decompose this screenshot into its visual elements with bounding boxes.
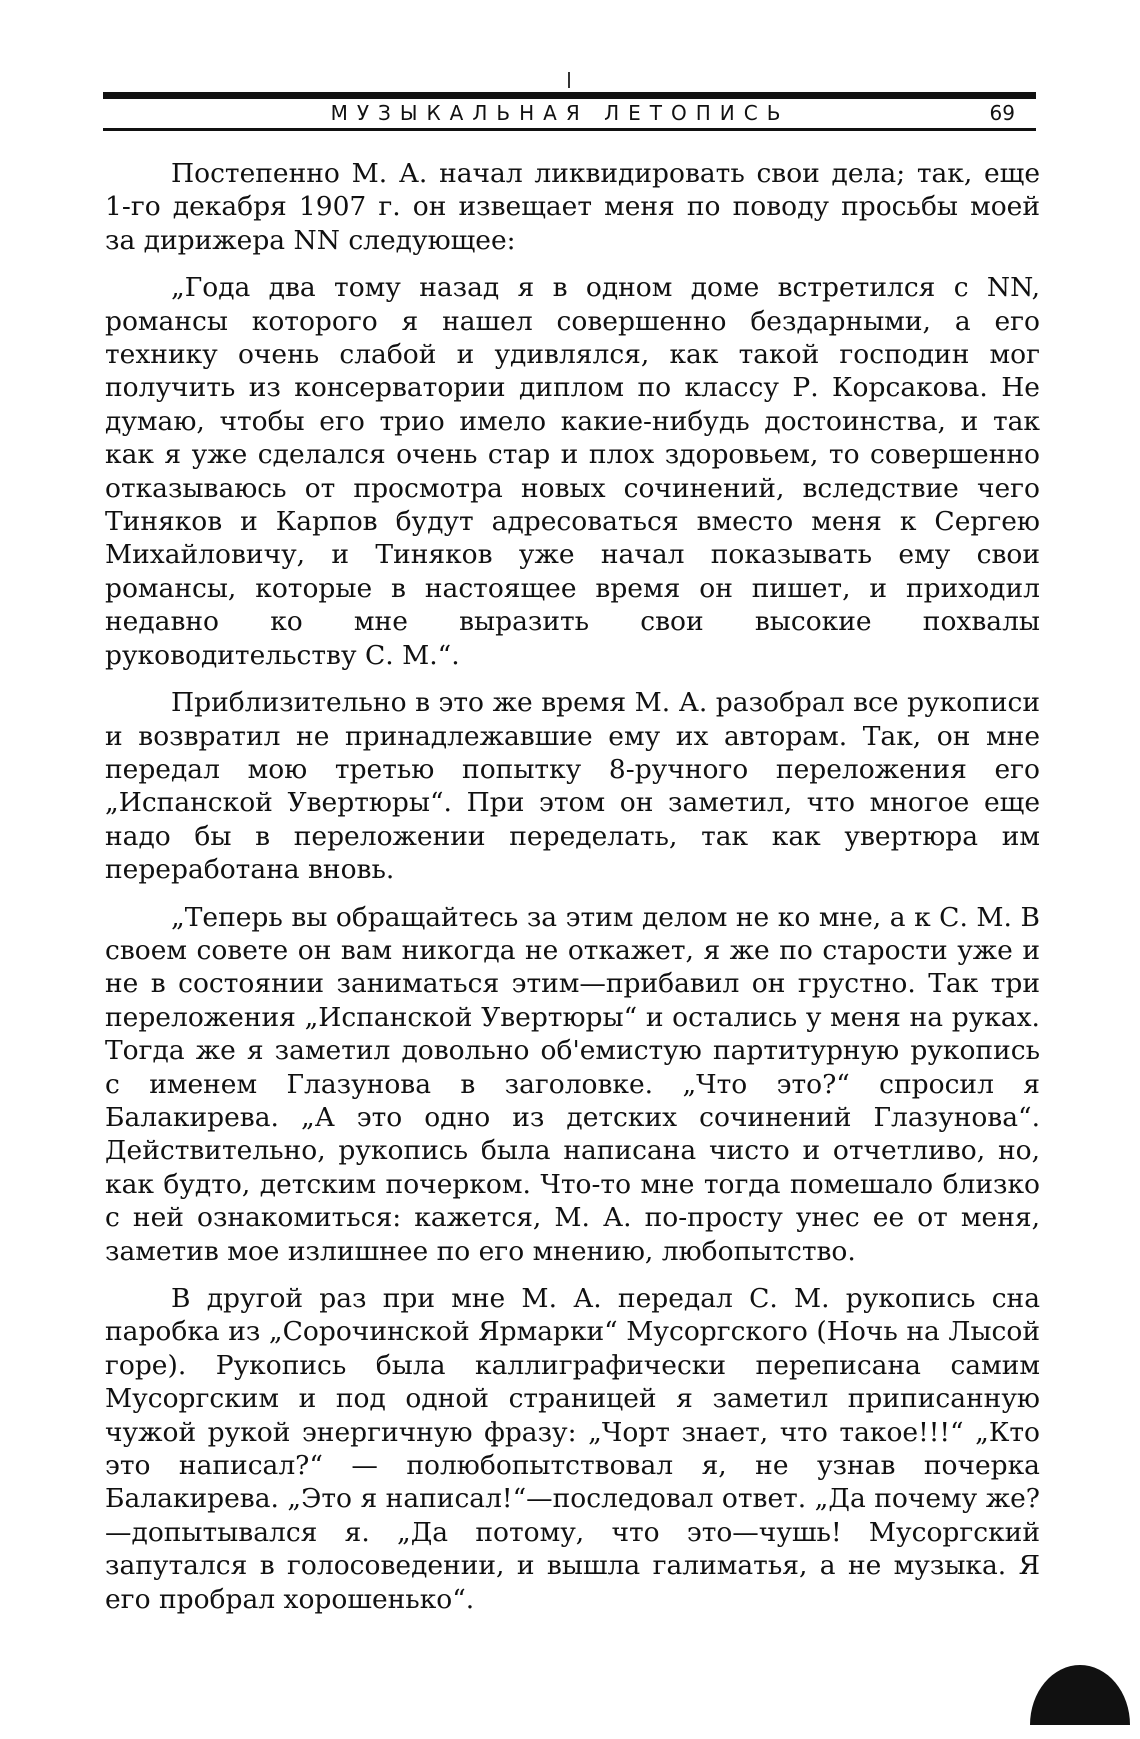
paragraph-5: В другой раз при мне М. А. передал С. М. рукопись сна паробка из „Сорочинской Ярмарки“ Мусоргского (Ночь на Лысой горе). Рукопись была каллиграфически переписана самим Мусоргским и под одной страницей я заметил приписанную чужой рукой энергичную фразу: „Чорт знает, что такое!!!“ „Кто это написал?“ — полюбопытствовал я, не узнав почерка Балакирева. „Это я написал!“—последовал ответ. „Да почему же?—допытывался я. „Да потому, что это—чушь! Мусоргский запутался в голосоведении, и вышла галиматья, а не музыка. Я его пробрал хорошенько“. (105, 1283, 1040, 1615)
paragraph-4: „Теперь вы обращайтесь за этим делом не ко мне, а к С. М. В своем совете он вам никогда не откажет, я же по старости уже и не в состоянии заниматься этим—прибавил он грустно. Так три переложения „Испанской Увертюры“ и остались у меня на руках. Тогда же я заметил довольно об'емистую партитурную рукопись с именем Глазунова в заголовке. „Что это?“ спросил я Балакирева. „А это одно из детских сочинений Глазунова“. Действительно, рукопись была написана чисто и отчетливо, но, как будто, детским почерком. Что-то мне тогда помешало близко с ней ознакомиться: кажется, М. А. по-просту унес ее от меня, заметив мое излишнее по его мнению, любопытство. (105, 901, 1040, 1267)
header-rule-bottom (103, 128, 1036, 131)
paragraph-2: „Года два тому назад я в одном доме встретился с NN, романсы которого я нашел совершенно бездарными, а его технику очень слабой и удивлялся, как такой господин мог получить из консерватории диплом по классу Р. Корсакова. Не думаю, чтобы его трио имело какие-нибудь достоинства, и так как я уже сделался очень стар и плох здоровьем, то совершенно отказываюсь от просмотра новых сочинений, вследствие чего Тиняков и Карпов будут адресоваться вместо меня к Сергею Михайловичу, и Тиняков уже начал показывать ему свои романсы, которые в настоящее время он пишет, и приходил недавно ко мне выразить свои высокие похвалы руководительству С. М.“. (105, 272, 1040, 671)
ink-blot (1030, 1665, 1130, 1725)
print-mark (568, 72, 570, 88)
paragraph-1: Постепенно М. А. начал ликвидировать свои дела; так, еще 1-го декабря 1907 г. он извещает меня по поводу просьбы моей за дирижера NN следующее: (105, 158, 1040, 256)
header-rule-top (103, 92, 1036, 99)
running-header-title: МУЗЫКАЛЬНАЯ ЛЕТОПИСЬ (330, 101, 790, 125)
page-number: 69 (989, 101, 1015, 125)
body-text (105, 157, 1040, 1616)
paragraph-3: Приблизительно в это же время М. А. разобрал все рукописи и возвратил не принадлежавшие ему их авторам. Так, он мне передал мою третью попытку 8-ручного переложения его „Испанской Увертюры“. При этом он заметил, что многое еще надо бы в переложении переделать, так как увертюра им переработана вновь. (105, 687, 1040, 886)
